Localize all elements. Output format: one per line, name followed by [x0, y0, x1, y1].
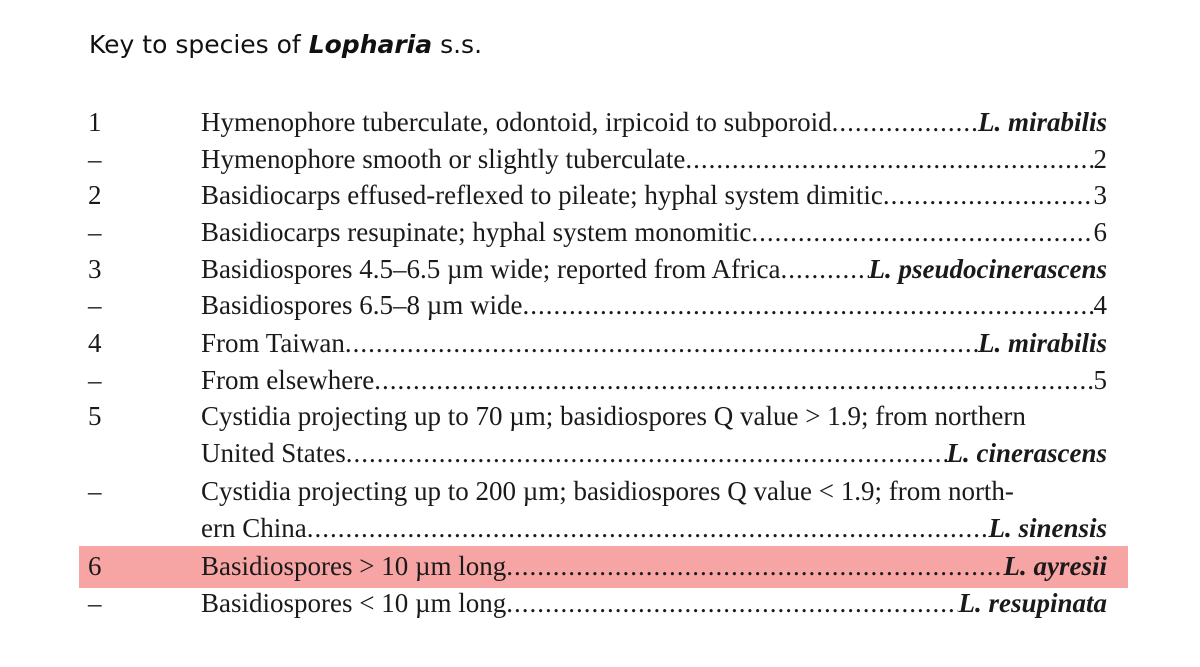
lead-text: From elsewhere [201, 365, 375, 395]
couplet-number: 6 [88, 551, 102, 581]
lead-text: United States [201, 438, 346, 468]
lead-taxon: L. ayresii [1003, 551, 1107, 581]
couplet-number: – [88, 588, 102, 618]
lead-text: Basidiocarps resupinate; hyphal system monomitic [201, 217, 752, 247]
lead-text: Hymenophore smooth or slightly tuberculate [201, 144, 686, 174]
couplet-number: 1 [88, 107, 102, 137]
lead-taxon: L. mirabilis [977, 107, 1107, 137]
title-genus: Lopharia [308, 30, 433, 59]
dot-leader [685, 141, 1093, 178]
key-lead [201, 141, 1107, 178]
lead-taxon: L. cinerascens [946, 438, 1107, 468]
couplet-number: – [88, 217, 102, 247]
lead-goto-number: 5 [1093, 365, 1107, 395]
lead-text-line1: Cystidia projecting up to 200 µm; basidiospores Q value < 1.9; from north- [201, 476, 1014, 506]
key-lead [201, 473, 1107, 547]
lead-text: Hymenophore tuberculate, odontoid, irpicoid to subporoid [201, 107, 832, 137]
title-prefix: Key to species of [89, 30, 309, 59]
dot-leader [506, 585, 958, 622]
couplet-number: – [88, 144, 102, 174]
dot-leader [374, 362, 1093, 399]
title-suffix: s.s. [432, 30, 483, 59]
dot-leader [345, 325, 978, 362]
dot-leader [307, 510, 989, 547]
lead-taxon: L. sinensis [988, 513, 1107, 543]
couplet-number: 3 [88, 254, 102, 284]
dot-leader [751, 214, 1093, 251]
dot-leader [883, 177, 1094, 214]
key-lead [201, 104, 1107, 141]
dot-leader [780, 251, 868, 288]
dot-leader [506, 548, 1003, 585]
key-lead [201, 177, 1107, 214]
couplet-number: 4 [88, 328, 102, 358]
couplet-number: 2 [88, 180, 102, 210]
lead-text-line1: Cystidia projecting up to 70 µm; basidiospores Q value > 1.9; from northern [201, 401, 1026, 431]
dot-leader [346, 435, 947, 472]
lead-goto-number: 6 [1093, 217, 1107, 247]
key-lead [201, 325, 1107, 362]
lead-text: Basidiospores < 10 µm long [201, 588, 507, 618]
key-lead-highlighted [201, 548, 1107, 585]
lead-text: Basidiospores > 10 µm long [201, 551, 507, 581]
lead-text: Basidiocarps effused-reflexed to pileate; hyphal system dimitic [201, 180, 883, 210]
key-lead [201, 214, 1107, 251]
key-lead [201, 585, 1107, 622]
couplet-number: 5 [88, 401, 102, 431]
key-lead [201, 287, 1107, 324]
couplet-number: – [88, 365, 102, 395]
lead-taxon: L. pseudocinerascens [868, 254, 1107, 284]
dot-leader [523, 287, 1094, 324]
key-lead [201, 362, 1107, 399]
lead-taxon: L. mirabilis [977, 328, 1107, 358]
key-lead [201, 251, 1107, 288]
lead-text: Basidiospores 4.5–6.5 µm wide; reported from Africa [201, 254, 781, 284]
lead-text: From Taiwan [201, 328, 345, 358]
lead-text: Basidiospores 6.5–8 µm wide [201, 290, 523, 320]
lead-goto-number: 4 [1093, 290, 1107, 320]
couplet-number: – [88, 476, 102, 506]
dot-leader [832, 104, 978, 141]
lead-goto-number: 3 [1093, 180, 1107, 210]
couplet-number: – [88, 290, 102, 320]
lead-goto-number: 2 [1093, 144, 1107, 174]
lead-text: ern China [201, 513, 307, 543]
lead-taxon: L. resupinata [958, 588, 1107, 618]
key-lead [201, 398, 1107, 472]
